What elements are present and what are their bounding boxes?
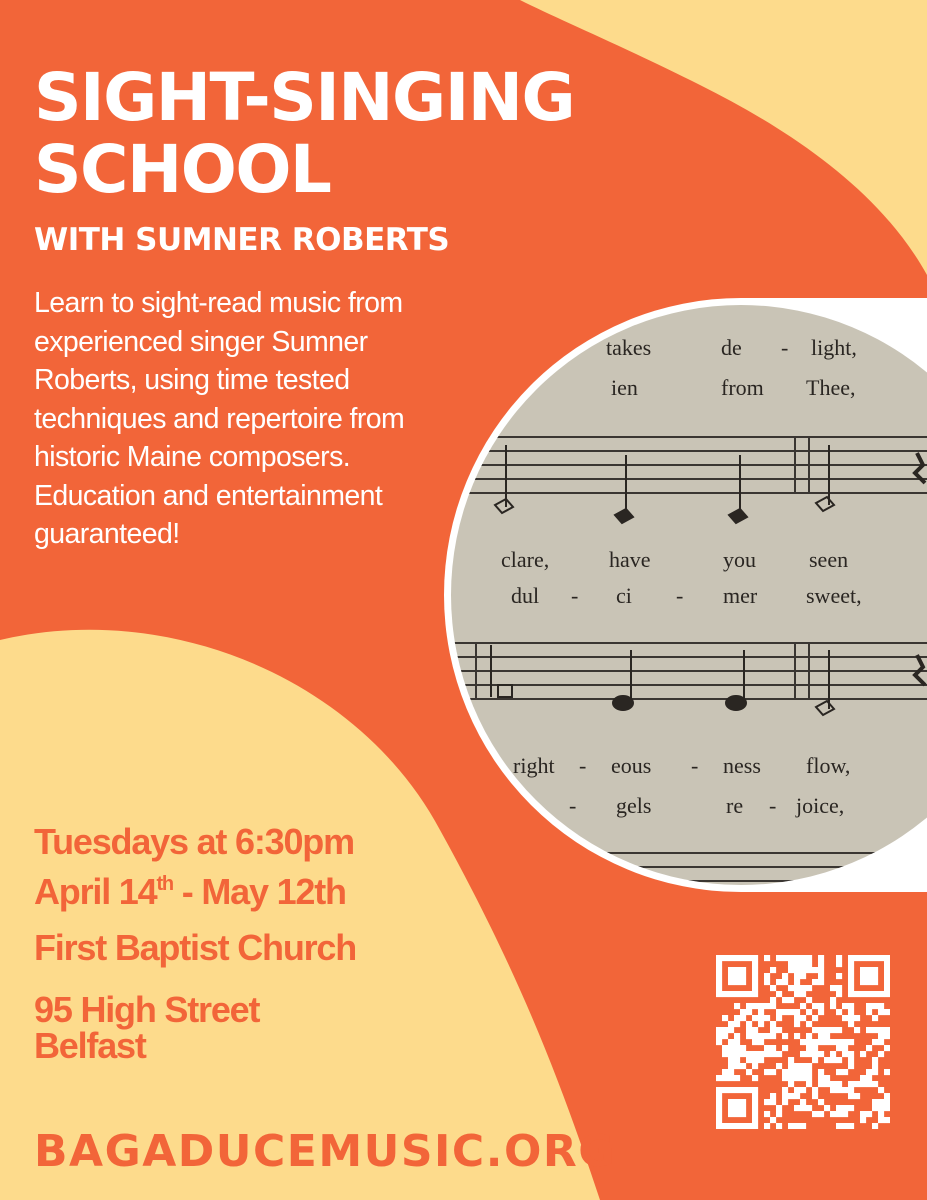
staff-lines-2 xyxy=(451,643,927,699)
lyric-r1-1: de xyxy=(721,335,742,360)
dates-rest: - May 12th xyxy=(172,871,346,912)
staff-lines-3 xyxy=(451,853,927,881)
lyric-r3-1: have xyxy=(609,547,651,572)
lyric-r2-1: from xyxy=(721,375,764,400)
notes-1 xyxy=(495,445,925,523)
lyric-r2-2: Thee, xyxy=(806,375,856,400)
lyric-r5-3: - xyxy=(691,753,699,778)
lyric-r4-4: mer xyxy=(723,583,758,608)
description: Learn to sight-read music from experienced singer Sumner Roberts, using time tested techniques and repertoire from historic Maine composers. Education and entertainment guaranteed! xyxy=(34,287,405,550)
lyric-r6-3: - xyxy=(769,793,777,818)
lyric-r5-4: ness xyxy=(723,753,761,778)
lyric-r6-1: gels xyxy=(616,793,652,818)
lyric-r5-5: flow, xyxy=(806,753,851,778)
lyric-r6-2: re xyxy=(726,793,744,818)
address-line-2: Belfast xyxy=(34,1025,146,1066)
page-title xyxy=(34,59,575,208)
title-line-2: SCHOOL xyxy=(34,131,331,208)
address-line-1: 95 High Street xyxy=(34,989,260,1030)
qr-code-icon[interactable] xyxy=(716,955,890,1129)
staff-lines-1 xyxy=(451,437,927,493)
top-right-cream-wave xyxy=(520,0,927,275)
dates-start: April 14 xyxy=(34,871,157,912)
lyric-r3-3: seen xyxy=(809,547,849,572)
subtitle: WITH SUMNER ROBERTS xyxy=(34,222,450,258)
lyric-r4-5: sweet, xyxy=(806,583,862,608)
sheet-music-photo xyxy=(444,298,927,892)
lyric-r1-3: light, xyxy=(811,335,857,360)
sheet-music-illustration xyxy=(451,305,927,885)
title-line-1: SIGHT-SINGING xyxy=(34,59,575,136)
lyric-r5-1: - xyxy=(579,753,587,778)
lyric-r4-3: - xyxy=(676,583,684,608)
schedule-day: Tuesdays at 6:30pm xyxy=(34,821,354,862)
lyric-r3-2: you xyxy=(723,547,756,572)
venue: First Baptist Church xyxy=(34,927,357,968)
lyric-r1-2: - xyxy=(781,335,789,360)
lyric-r4-0: dul xyxy=(511,583,540,608)
schedule-dates xyxy=(34,872,346,912)
sheet-music-image xyxy=(451,305,927,885)
lyric-r6-0: - xyxy=(569,793,577,818)
lyric-r6-4: joice, xyxy=(796,793,845,818)
dates-start-suffix: th xyxy=(156,873,173,895)
notes-2 xyxy=(491,645,925,715)
lyric-r4-2: ci xyxy=(616,583,632,608)
lyric-r3-0: clare, xyxy=(501,547,550,572)
website-link[interactable]: BAGADUCEMUSIC.ORG xyxy=(34,1126,616,1177)
lyric-r5-0: right xyxy=(513,753,555,778)
lyric-r4-1: - xyxy=(571,583,579,608)
lyric-r5-2: eous xyxy=(611,753,652,778)
lyric-r1-0: takes xyxy=(606,335,652,360)
lyric-r2-0: ien xyxy=(611,375,638,400)
